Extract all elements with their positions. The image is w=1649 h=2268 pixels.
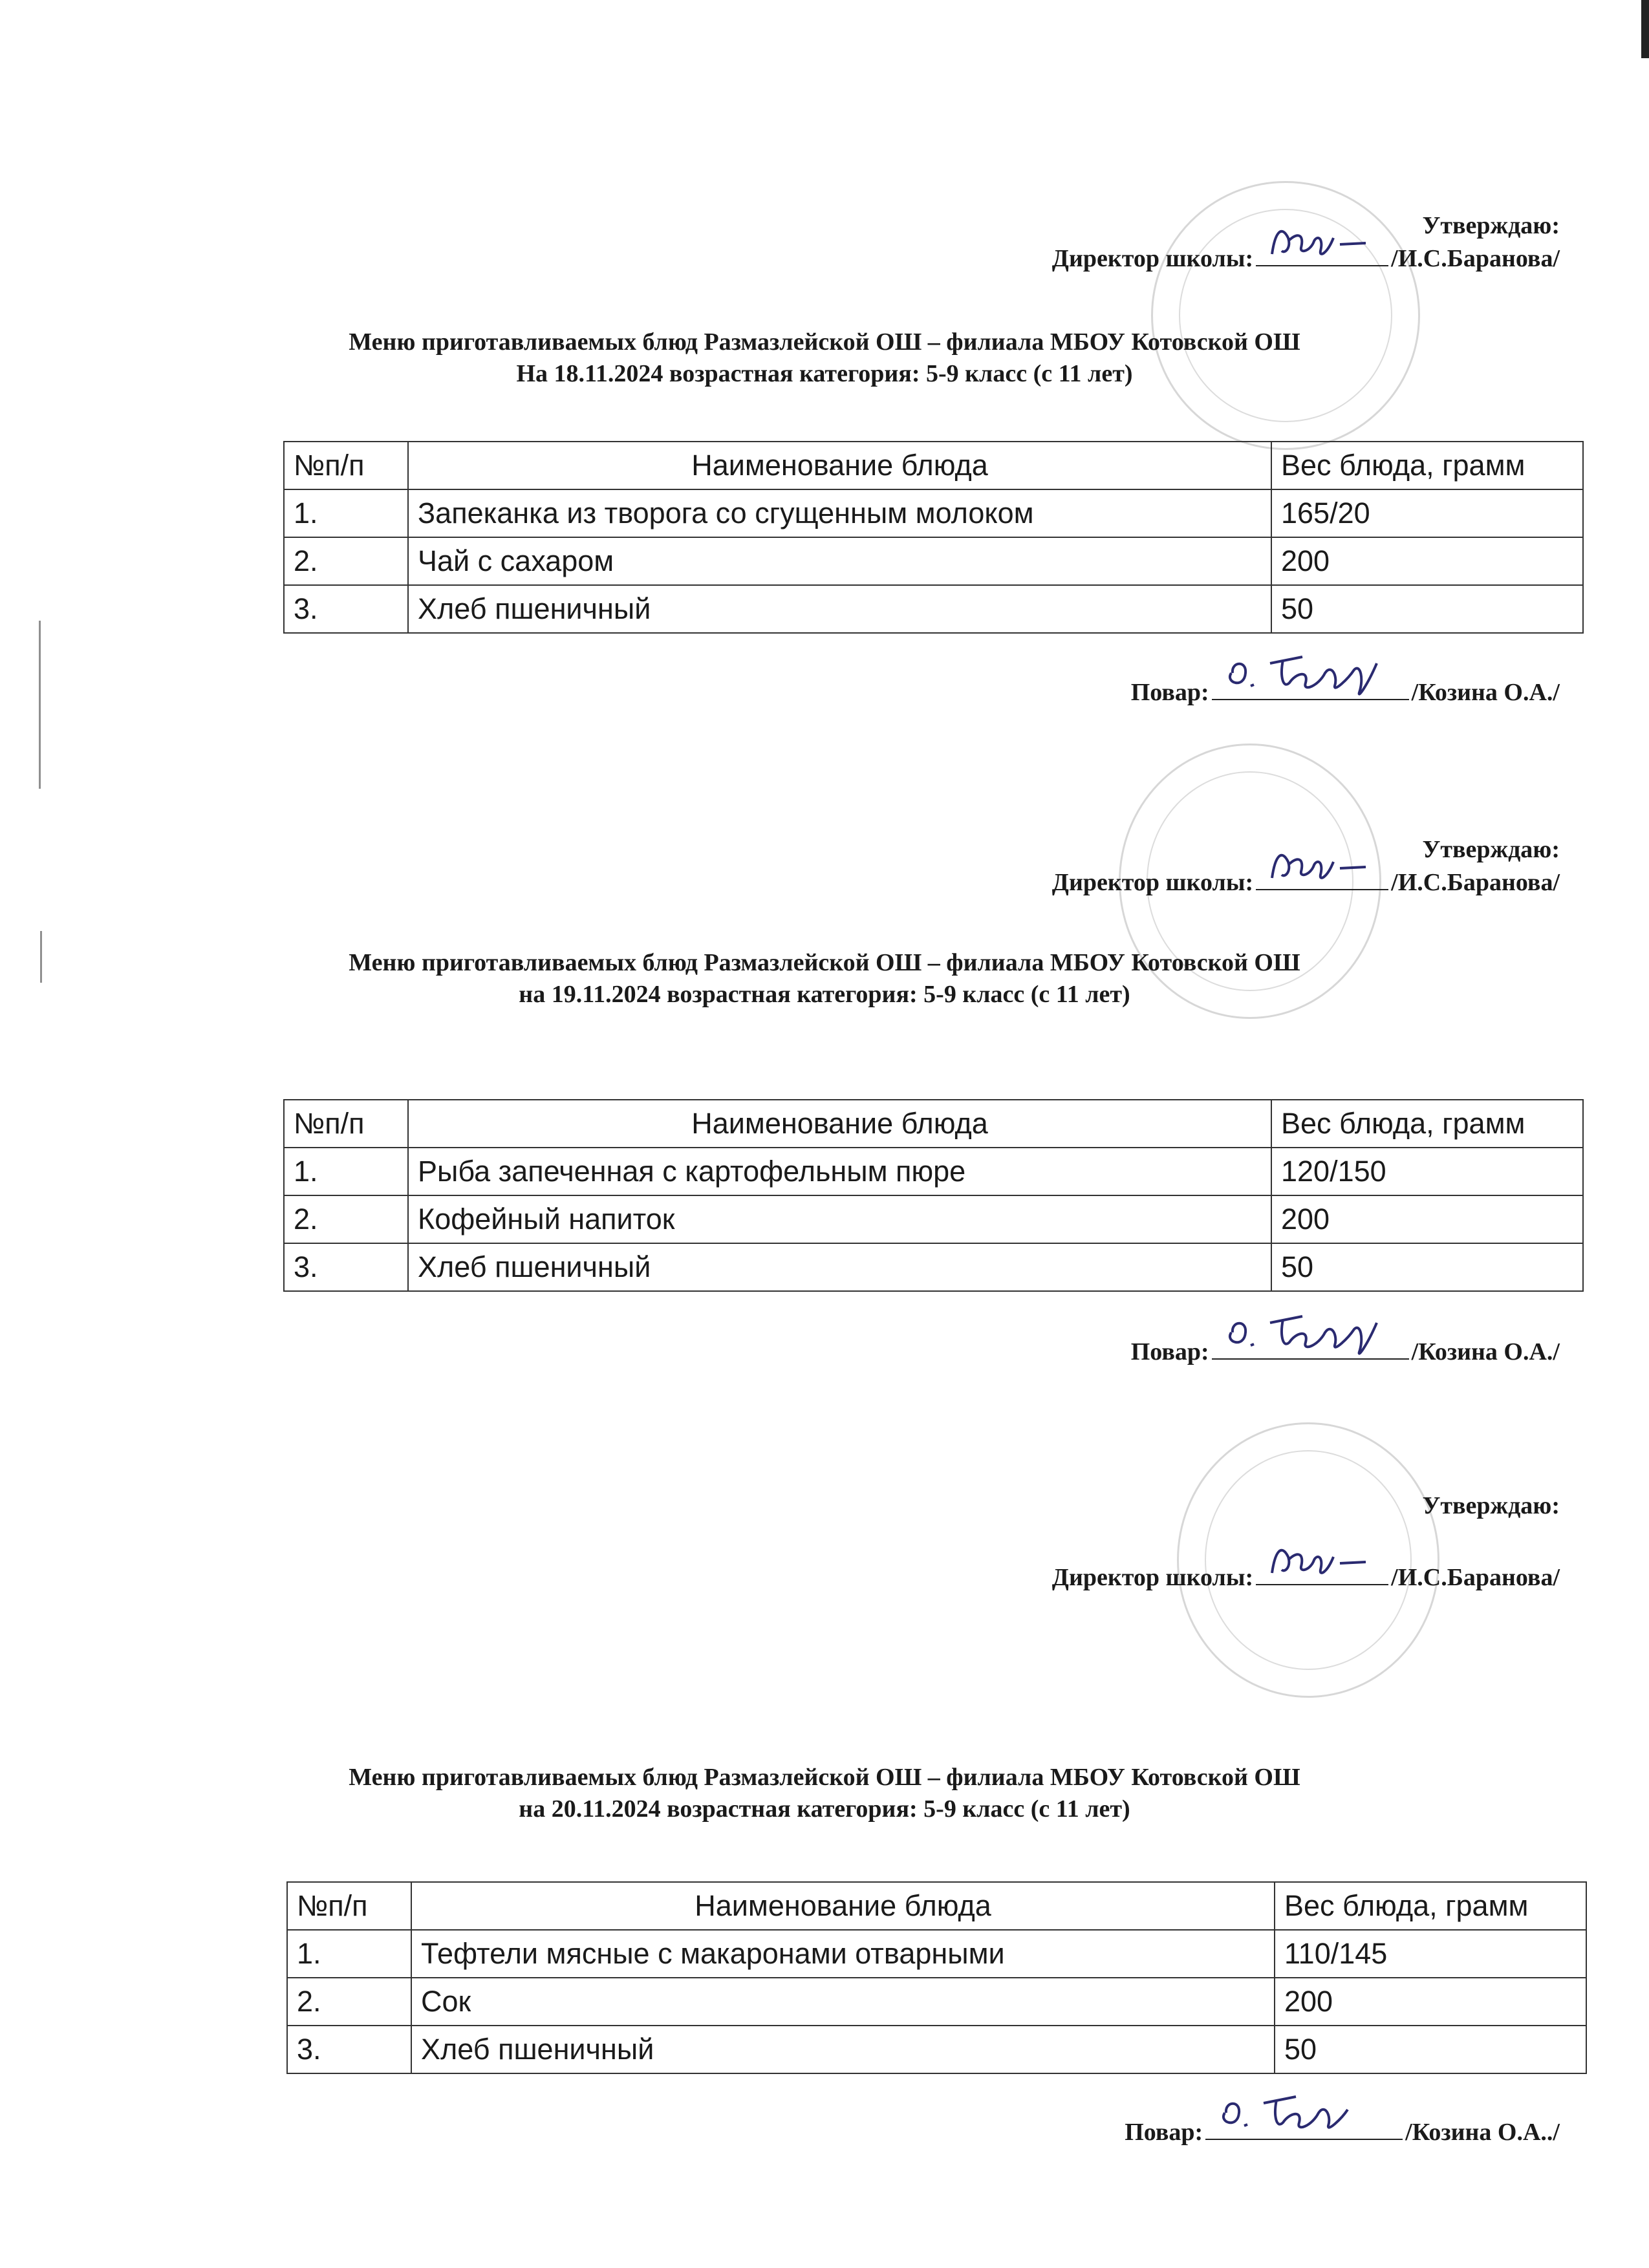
approve-label: Утверждаю: <box>1422 836 1560 863</box>
header-weight: Вес блюда, грамм <box>1271 1100 1583 1148</box>
row-weight: 200 <box>1271 537 1583 585</box>
row-num: 1. <box>287 1930 411 1978</box>
director-signature-line <box>1256 1561 1388 1585</box>
header-dish: Наименование блюда <box>408 1100 1271 1148</box>
row-num: 1. <box>284 489 408 537</box>
menu-title-line1: Меню приготавливаемых блюд Размазлейской ОШ – филиала МБОУ Котовской ОШ <box>349 328 1300 356</box>
table-row <box>287 1978 1586 2026</box>
director-name: /И.С.Баранова/ <box>1391 245 1560 273</box>
director-label: Директор школы: <box>1051 1564 1254 1592</box>
director-label: Директор школы: <box>1051 869 1254 897</box>
cook-name: /Козина О.А../ <box>1405 2119 1560 2146</box>
cook-label: Повар: <box>1125 2119 1203 2146</box>
cook-name: /Козина О.А./ <box>1411 1338 1560 1365</box>
cook-signature-line <box>1212 1335 1409 1360</box>
header-num: №п/п <box>284 1100 408 1148</box>
row-weight: 50 <box>1275 2026 1586 2073</box>
row-num: 2. <box>284 1195 408 1243</box>
row-num: 3. <box>284 585 408 633</box>
header-weight: Вес блюда, грамм <box>1271 442 1583 489</box>
row-dish: Хлеб пшеничный <box>408 1243 1271 1291</box>
director-line <box>1052 866 1560 899</box>
row-dish: Рыба запеченная с картофельным пюре <box>408 1148 1271 1195</box>
table-row <box>284 1195 1583 1243</box>
row-num: 3. <box>287 2026 411 2073</box>
header-dish: Наименование блюда <box>411 1882 1275 1930</box>
director-name: /И.С.Баранова/ <box>1391 1564 1560 1592</box>
menu-title-line1: Меню приготавливаемых блюд Размазлейской ОШ – филиала МБОУ Котовской ОШ <box>349 949 1300 976</box>
menu-title <box>0 947 1649 1011</box>
menu-title <box>0 1762 1649 1826</box>
table-row <box>284 1148 1583 1195</box>
menu-table <box>283 441 1584 634</box>
director-signature-line <box>1256 866 1388 890</box>
row-weight: 110/145 <box>1275 1930 1586 1978</box>
cook-label: Повар: <box>1130 1338 1209 1365</box>
scan-edge-mark <box>1641 0 1649 58</box>
director-signature-line <box>1256 242 1388 266</box>
approve-label: Утверждаю: <box>1422 212 1560 239</box>
cook-signature <box>1218 647 1406 699</box>
director-signature <box>1262 1537 1385 1583</box>
row-num: 1. <box>284 1148 408 1195</box>
cook-signature-block <box>1131 676 1560 707</box>
approval-block <box>1052 210 1560 275</box>
cook-signature <box>1218 1307 1406 1358</box>
table-header-row <box>284 442 1583 489</box>
cook-signature-block <box>1131 1335 1560 1366</box>
menu-table <box>286 1881 1587 2074</box>
row-num: 2. <box>287 1978 411 2026</box>
director-name: /И.С.Баранова/ <box>1391 869 1560 897</box>
approval-block <box>1052 1490 1560 1594</box>
row-dish: Кофейный напиток <box>408 1195 1271 1243</box>
menu-title-line2: На 18.11.2024 возрастная категория: 5-9 класс (с 11 лет) <box>516 360 1133 388</box>
header-num: №п/п <box>287 1882 411 1930</box>
director-signature <box>1262 219 1385 264</box>
approve-label: Утверждаю: <box>1422 1492 1560 1519</box>
cook-name: /Козина О.А./ <box>1411 679 1560 706</box>
director-signature <box>1262 842 1385 888</box>
menu-title-line2: на 20.11.2024 возрастная категория: 5-9 класс (с 11 лет) <box>519 1795 1130 1823</box>
table-row <box>284 1243 1583 1291</box>
row-weight: 200 <box>1271 1195 1583 1243</box>
row-weight: 200 <box>1275 1978 1586 2026</box>
menu-title-line1: Меню приготавливаемых блюд Размазлейской ОШ – филиала МБОУ Котовской ОШ <box>349 1764 1300 1791</box>
row-dish: Тефтели мясные с макаронами отварными <box>411 1930 1275 1978</box>
header-dish: Наименование блюда <box>408 442 1271 489</box>
row-dish: Хлеб пшеничный <box>408 585 1271 633</box>
cook-signature-line <box>1212 676 1409 700</box>
director-label: Директор школы: <box>1051 245 1254 273</box>
row-weight: 50 <box>1271 585 1583 633</box>
table-row <box>287 1930 1586 1978</box>
table-header-row <box>287 1882 1586 1930</box>
menu-table <box>283 1099 1584 1292</box>
row-num: 2. <box>284 537 408 585</box>
table-row <box>284 585 1583 633</box>
row-weight: 120/150 <box>1271 1148 1583 1195</box>
row-dish: Хлеб пшеничный <box>411 2026 1275 2073</box>
header-weight: Вес блюда, грамм <box>1275 1882 1586 1930</box>
table-row <box>284 489 1583 537</box>
director-line <box>1052 1561 1560 1594</box>
row-dish: Запеканка из творога со сгущенным молоком <box>408 489 1271 537</box>
approval-block <box>1052 834 1560 899</box>
row-weight: 50 <box>1271 1243 1583 1291</box>
table-row <box>284 537 1583 585</box>
row-dish: Сок <box>411 1978 1275 2026</box>
table-row <box>287 2026 1586 2073</box>
menu-title-line2: на 19.11.2024 возрастная категория: 5-9 класс (с 11 лет) <box>519 981 1130 1009</box>
cook-signature <box>1212 2087 1399 2139</box>
scan-edge-mark <box>39 621 41 789</box>
cook-signature-block <box>1125 2115 1560 2146</box>
cook-signature-line <box>1205 2115 1403 2140</box>
cook-label: Повар: <box>1130 679 1209 706</box>
director-line <box>1052 242 1560 275</box>
table-header-row <box>284 1100 1583 1148</box>
row-weight: 165/20 <box>1271 489 1583 537</box>
menu-title <box>0 326 1649 390</box>
row-dish: Чай с сахаром <box>408 537 1271 585</box>
header-num: №п/п <box>284 442 408 489</box>
row-num: 3. <box>284 1243 408 1291</box>
